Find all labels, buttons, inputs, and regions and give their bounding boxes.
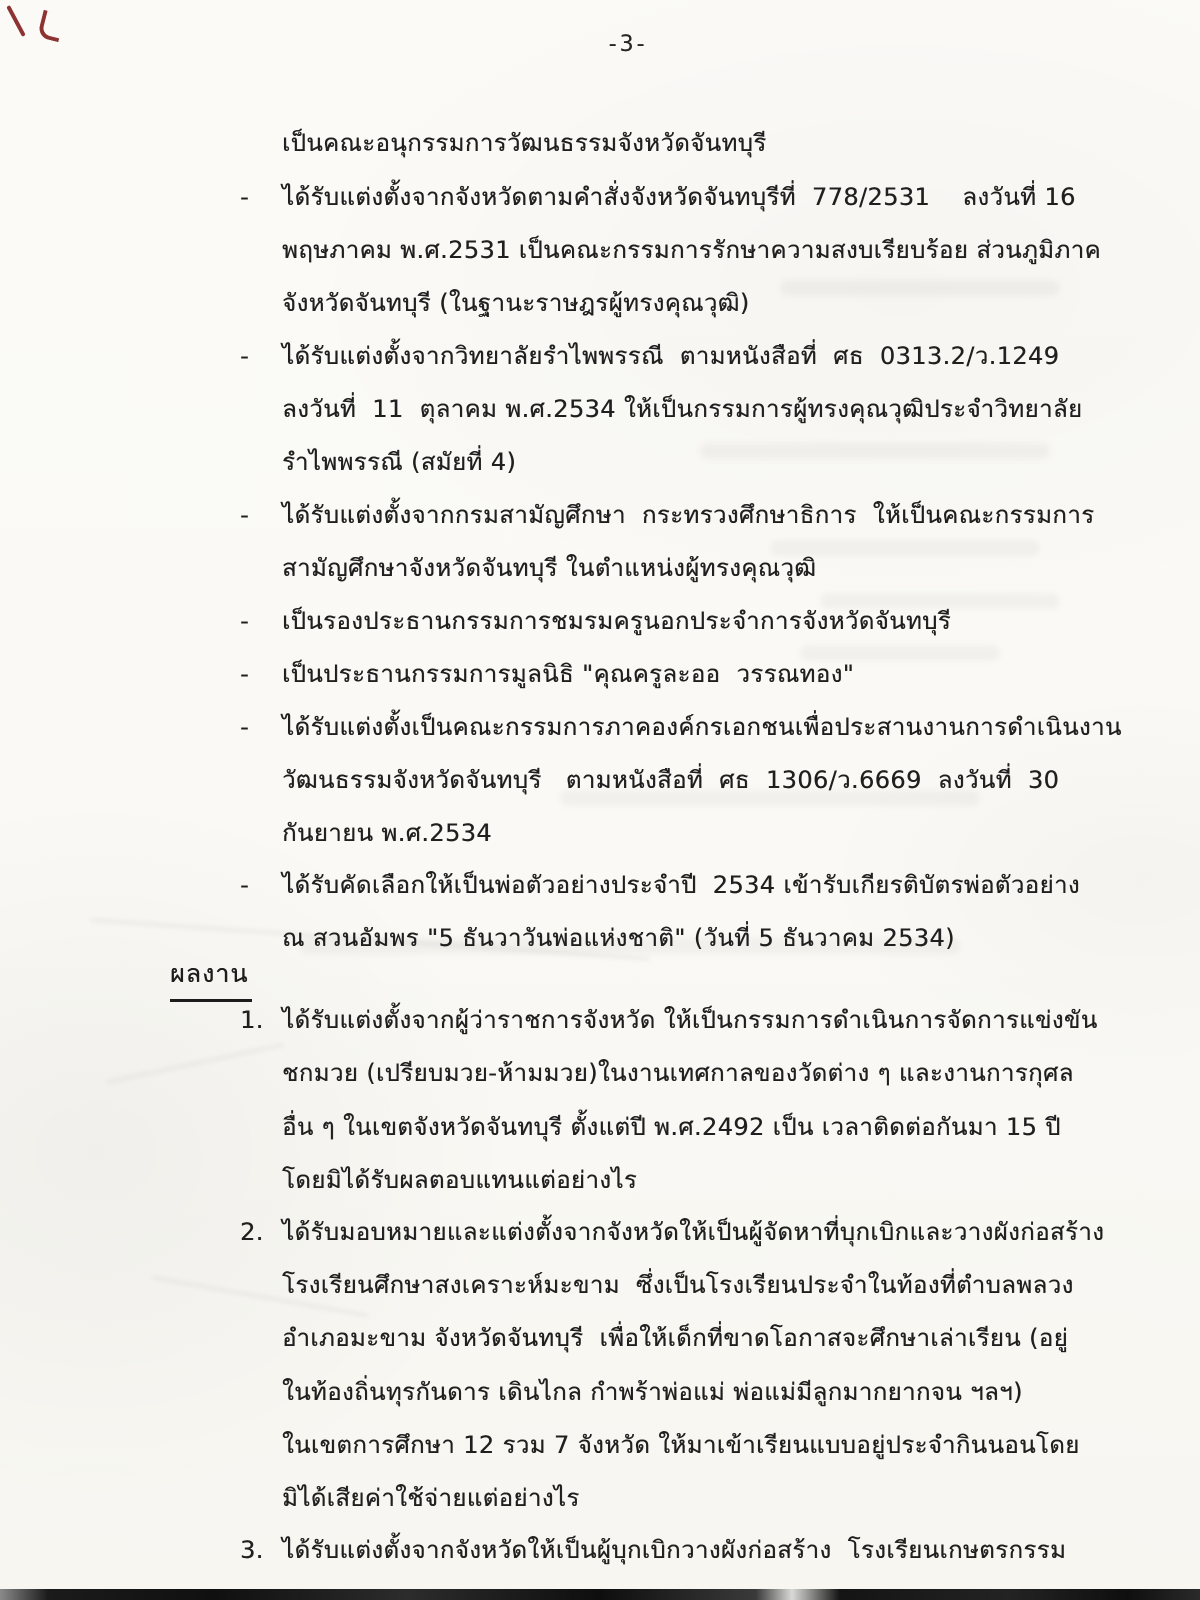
text-line: เป็นประธานกรรมการมูลนิธิ "คุณครูละออ วรรณทอง" [282,660,855,688]
text-line: ได้รับแต่งตั้งจากจังหวัดให้เป็นผู้บุกเบิกวางผังก่อสร้าง โรงเรียนเกษตรกรรม [282,1536,1067,1564]
page-number: -3- [608,32,648,57]
red-ink-mark-icon [6,5,25,37]
text-line: จังหวัดจันทบุรี (ในฐานะราษฎรผู้ทรงคุณวุฒิ) [282,289,750,317]
text-line: รำไพพรรณี (สมัยที่ 4) [282,448,517,476]
text-line: พฤษภาคม พ.ศ.2531 เป็นคณะกรรมการรักษาความสงบเรียบร้อย ส่วนภูมิภาค [282,236,1101,264]
numbered-item-line [240,1003,1098,1037]
dash-bullet: - [240,501,250,529]
bullet-item-line [240,710,1122,744]
text-line: ได้รับมอบหมายและแต่งตั้งจากจังหวัดให้เป็นผู้จัดหาที่บุกเบิกและวางผังก่อสร้าง [282,1218,1105,1246]
item-number: 3. [240,1536,264,1564]
bullet-item-line [240,868,1080,902]
text-line: ได้รับแต่งตั้งเป็นคณะกรรมการภาคองค์กรเอกชนเพื่อประสานงานการดำเนินงาน [282,713,1122,741]
dash-bullet: - [240,713,250,741]
dash-bullet: - [240,342,250,370]
text-line: เป็นรองประธานกรรมการชมรมครูนอกประจำการจังหวัดจันทบุรี [282,607,952,635]
dash-bullet: - [240,183,250,211]
text-line: ได้รับแต่งตั้งจากกรมสามัญศึกษา กระทรวงศึกษาธิการ ให้เป็นคณะกรรมการ [282,501,1095,529]
bullet-item-line [240,339,1059,373]
bullet-item-line [240,180,1076,214]
numbered-item-line [240,1215,1104,1249]
item-number: 1. [240,1006,264,1034]
text-line: อำเภอมะขาม จังหวัดจันทบุรี เพื่อให้เด็กที่ขาดโอกาสจะศึกษาเล่าเรียน (อยู่ [282,1324,1069,1352]
bullet-item-line [240,604,951,638]
dash-bullet: - [240,871,250,899]
item-number: 2. [240,1218,264,1246]
red-ink-mark-icon [37,10,65,42]
paper-crease [107,1043,284,1083]
text-line: เป็นคณะอนุกรรมการวัฒนธรรมจังหวัดจันทบุรี [282,129,767,157]
text-line: ได้รับคัดเลือกให้เป็นพ่อตัวอย่างประจำปี 2534 เข้ารับเกียรติบัตรพ่อตัวอย่าง [282,871,1080,899]
text-line: ในท้องถิ่นทุรกันดาร เดินไกล กำพร้าพ่อแม่ พ่อแม่มีลูกมากยากจน ฯลฯ) [282,1378,1023,1406]
text-line: สามัญศึกษาจังหวัดจันทบุรี ในตำแหน่งผู้ทรงคุณวุฒิ [282,554,817,582]
numbered-item-line [240,1533,1066,1567]
text-line: โรงเรียนศึกษาสงเคราะห์มะขาม ซึ่งเป็นโรงเรียนประจำในท้องที่ตำบลพลวง [282,1271,1074,1299]
text-line: ลงวันที่ 11 ตุลาคม พ.ศ.2534 ให้เป็นกรรมการผู้ทรงคุณวุฒิประจำวิทยาลัย [282,395,1083,423]
bullet-item-line [240,657,854,691]
text-line: อื่น ๆ ในเขตจังหวัดจันทบุรี ตั้งแต่ปี พ.ศ.2492 เป็น เวลาติดต่อกันมา 15 ปี [282,1113,1061,1141]
text-line: โดยมิได้รับผลตอบแทนแต่อย่างไร [282,1166,638,1194]
bleed-through-smudge [780,280,1060,296]
text-line: ณ สวนอัมพร "5 ธันวาวันพ่อแห่งชาติ" (วันที่ 5 ธันวาคม 2534) [282,924,955,952]
text-line: กันยายน พ.ศ.2534 [282,819,492,847]
bullet-item-line [240,498,1094,532]
section-heading-achievements: ผลงาน [170,954,252,1002]
text-line: ได้รับแต่งตั้งจากวิทยาลัยรำไพพรรณี ตามหนังสือที่ ศธ 0313.2/ว.1249 [282,342,1060,370]
bleed-through-smudge [700,443,1050,459]
scanner-edge-band [0,1589,1200,1600]
dash-bullet: - [240,607,250,635]
text-line: ชกมวย (เปรียบมวย-ห้ามมวย)ในงานเทศกาลของวัดต่าง ๆ และงานการกุศล [282,1059,1074,1087]
text-line: วัฒนธรรมจังหวัดจันทบุรี ตามหนังสือที่ ศธ 1306/ว.6669 ลงวันที่ 30 [282,766,1060,794]
text-line: ในเขตการศึกษา 12 รวม 7 จังหวัด ให้มาเข้าเรียนแบบอยู่ประจำกินนอนโดย [282,1431,1080,1459]
dash-bullet: - [240,660,250,688]
text-line: ได้รับแต่งตั้งจากผู้ว่าราชการจังหวัด ให้เป็นกรรมการดำเนินการจัดการแข่งขัน [282,1006,1098,1034]
text-line: มิได้เสียค่าใช้จ่ายแต่อย่างไร [282,1484,580,1512]
text-line: ได้รับแต่งตั้งจากจังหวัดตามคำสั่งจังหวัดจันทบุรีที่ 778/2531 ลงวันที่ 16 [282,183,1076,211]
